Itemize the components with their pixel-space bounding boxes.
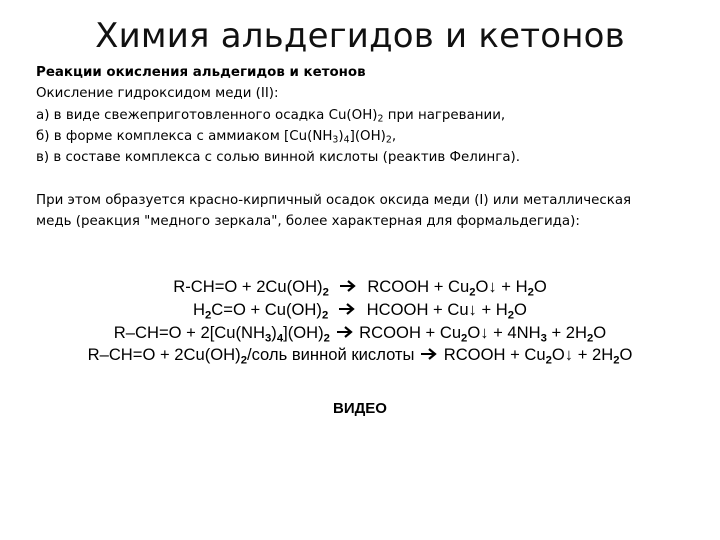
equation-1 [0,276,720,299]
subscript: 4 [343,134,350,146]
subscript: 2 [527,286,534,299]
intro-block [36,62,696,168]
equation-2 [0,299,720,322]
equation-right: O [593,322,607,342]
equation-left: /соль винной кислоты [246,345,415,365]
equation-right: O [514,299,527,319]
equation-left: C=O + Cu(OH) [211,299,322,319]
subscript: 2 [461,331,468,344]
subscript: 2 [587,331,594,344]
video-link[interactable]: ВИДЕО [333,400,387,417]
list-item-b [36,126,696,147]
equation-left: R–CH=O + 2Cu(OH) [87,345,241,365]
equation-right: O↓ + H [475,277,528,296]
list-item-c: в) в составе комплекса с солью винной кислоты (реактив Фелинга). [36,150,521,166]
paragraph-line-1: При этом образуется красно-кирпичный осадок оксида меди (I) или металлическая [36,193,632,208]
subscript: 2 [205,309,212,322]
equation-right: RCOOH + Cu [443,345,546,365]
subscript: 2 [322,286,329,299]
list-item-a-tail: при нагревании, [383,107,506,123]
equation-right: RCOOH + Cu [367,277,470,296]
equation-right: RCOOH + Cu [359,322,462,342]
subscript: 2 [240,354,247,367]
list-item-b-mid2: ](OH) [349,128,386,144]
subscript: 2 [321,309,329,322]
equation-4 [0,344,720,367]
equation-left: R-CH=O + 2Cu(OH) [173,277,323,296]
equation-right: O↓ + 4NH [467,322,541,342]
arrow-right-icon [338,302,356,316]
subscript: 4 [276,331,284,344]
subscript: 2 [469,286,476,299]
equation-right: O↓ + 2H [551,345,614,365]
arrow-right-icon [339,279,357,293]
explanation-paragraph [36,190,696,233]
subscript: 2 [377,112,384,124]
subscript: 3 [265,331,272,344]
equation-left: R–CH=O + 2[Cu(NH [113,322,266,342]
subscript: 2 [613,354,620,367]
list-item-b-mid: ) [338,128,344,144]
paragraph-line-2: медь (реакция "медного зеркала", более характерная для формальдегида): [36,214,580,230]
list-item-b-text: б) в форме комплекса с аммиаком [Cu(NH [36,128,333,144]
equation-right: + 2H [546,322,588,342]
section-heading: Реакции окисления альдегидов и кетонов [36,65,366,80]
list-item-a [36,105,696,126]
subscript: 3 [332,134,339,146]
arrow-right-icon [420,347,438,361]
equation-left: H [193,299,206,319]
arrow-right-icon [336,325,354,339]
equation-right: O [533,277,547,296]
equations-block [0,276,720,367]
equation-left: ) [271,322,277,342]
list-item-a-text: а) в виде свежеприготовленного осадка Cu(OH) [36,107,378,123]
subscript: 3 [540,331,547,344]
equation-right: HCOOH + Cu↓ + H [366,299,508,319]
equation-right: O [619,345,633,365]
subscript: 2 [385,134,392,146]
subscript: 2 [545,354,552,367]
slide-title: Химия альдегидов и кетонов [95,16,625,56]
list-item-b-tail: , [391,128,397,144]
subscript: 2 [507,309,515,322]
subscript: 2 [323,331,330,344]
equation-3 [0,322,720,345]
equation-left: ](OH) [283,322,324,342]
intro-text: Окисление гидроксидом меди (II): [36,86,279,102]
